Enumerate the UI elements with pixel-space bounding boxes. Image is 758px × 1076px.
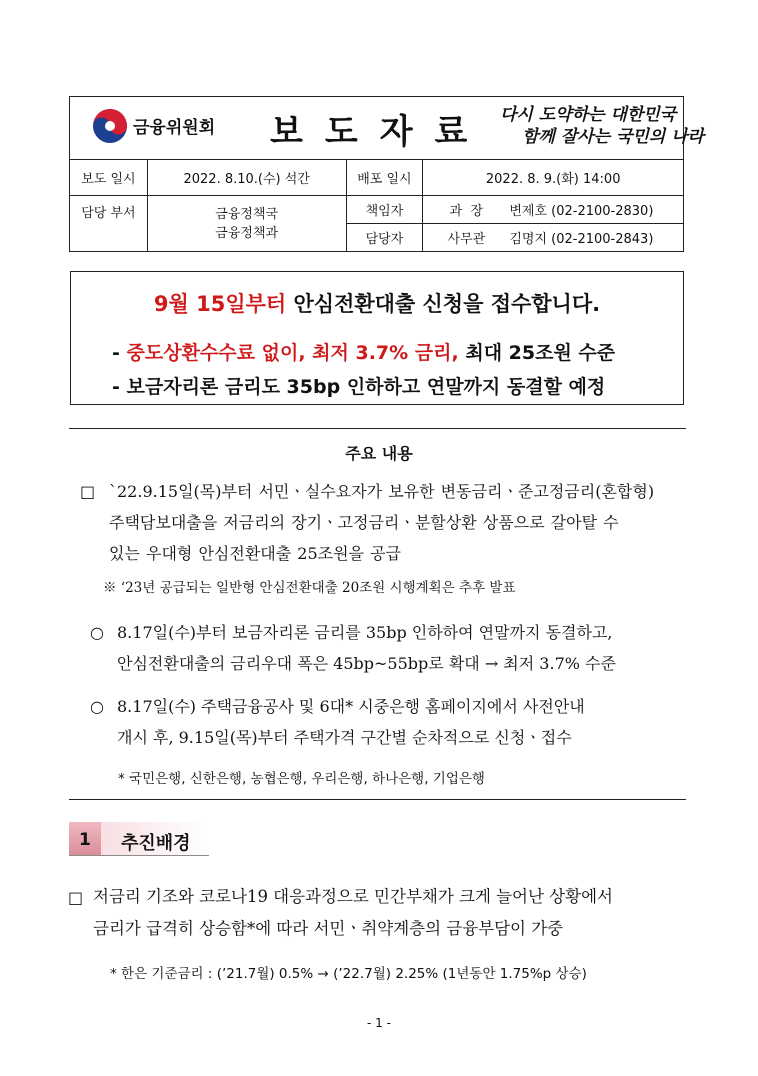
square-bullet-icon: □ xyxy=(80,482,96,501)
press-release-title: 보도자료 xyxy=(270,112,490,152)
summary-item-3-line-1: 8.17일(수) 주택금융공사 및 6대* 시중은행 홈페이지에서 사전안내 xyxy=(117,697,585,716)
summary-note-1: ※ ‘23년 공급되는 일반형 안심전환대출 20조원 시행계획은 추후 발표 xyxy=(103,580,516,596)
headline-main-highlight: 9월 15일부터 xyxy=(153,292,287,316)
section-1-note: * 한은 기준금리 : (’21.7월) 0.5% → (’22.7월) 2.25% (1년동안 1.75%p 상승) xyxy=(110,966,587,982)
dept-names xyxy=(147,196,346,252)
summary-bottom-rule xyxy=(69,799,686,800)
summary-item-2 xyxy=(117,617,616,679)
circle-bullet-icon: ○ xyxy=(90,697,104,716)
square-bullet-icon: □ xyxy=(68,888,84,907)
summary-item-2-line-2: 안심전환대출의 금리우대 폭은 45bp~55bp로 확대 → 최저 3.7% 수준 xyxy=(117,654,616,673)
release-date-value: 2022. 8.10.(수) 석간 xyxy=(147,160,346,196)
summary-item-1-line-1: `22.9.15일(목)부터 서민ㆍ실수요자가 보유한 변동금리ㆍ준고정금리(혼합형) xyxy=(109,482,655,501)
distribution-date-label: 배포 일시 xyxy=(346,160,423,196)
page-number: - 1 - xyxy=(367,1016,391,1030)
dept-label: 담당 부서 xyxy=(70,196,148,252)
headline-sub-1-rest: 최대 25조원 수준 xyxy=(458,342,616,364)
section-1-heading xyxy=(69,822,209,856)
fsc-emblem-icon xyxy=(92,108,128,144)
contact-1-title: 과 장 xyxy=(449,204,484,219)
summary-item-2-line-1: 8.17일(수)부터 보금자리론 금리를 35bp 인하하여 연말까지 동결하고, xyxy=(117,623,613,642)
section-1-paragraph-line-1: 저금리 기조와 코로나19 대응과정으로 민간부채가 크게 늘어난 상황에서 xyxy=(93,887,613,906)
headline-main-rest: 안심전환대출 신청을 접수합니다. xyxy=(286,292,601,316)
summary-item-1 xyxy=(109,476,654,569)
slogan-line-2: 함께 잘사는 국민의 나라 xyxy=(522,127,704,147)
section-1-title: 추진배경 xyxy=(121,833,191,854)
government-slogan xyxy=(500,104,704,148)
summary-top-rule xyxy=(69,428,686,429)
summary-item-3-line-2: 개시 후, 9.15일(목)부터 주택가격 구간별 순차적으로 신청ㆍ접수 xyxy=(117,728,572,747)
headline-sub-1-highlight: 중도상환수수료 없이, 최저 3.7% 금리, xyxy=(126,342,459,364)
section-1-paragraph-line-2: 금리가 급격히 상승함*에 따라 서민ㆍ취약계층의 금융부담이 가중 xyxy=(93,919,564,938)
headline-sub-1 xyxy=(112,338,615,365)
headline-main xyxy=(71,288,683,318)
contact-2 xyxy=(423,224,684,252)
dept-name-2: 금융정책과 xyxy=(215,225,279,241)
summary-item-1-line-3: 있는 우대형 안심전환대출 25조원을 공급 xyxy=(109,544,401,563)
headline-box xyxy=(70,271,684,405)
distribution-date-value: 2022. 8. 9.(화) 14:00 xyxy=(423,160,684,196)
role-1-label: 책임자 xyxy=(346,196,423,224)
contact-2-title: 사무관 xyxy=(447,232,486,247)
summary-item-3 xyxy=(117,691,585,753)
contact-2-name: 김명지 (02-2100-2843) xyxy=(509,232,654,247)
contact-1 xyxy=(423,196,684,224)
org-name: 금융위원회 xyxy=(133,118,216,138)
section-1-paragraph xyxy=(93,881,613,945)
release-date-label: 보도 일시 xyxy=(70,160,148,196)
summary-note-3: * 국민은행, 신한은행, 농협은행, 우리은행, 하나은행, 기업은행 xyxy=(118,771,485,787)
role-2-label: 담당자 xyxy=(346,224,423,252)
headline-sub-1-dash: - xyxy=(112,342,127,364)
headline-sub-2: - 보금자리론 금리도 35bp 인하하고 연말까지 동결할 예정 xyxy=(112,376,606,398)
section-1-number: 1 xyxy=(79,830,91,850)
slogan-line-1: 다시 도약하는 대한민국 xyxy=(500,105,677,125)
summary-title: 주요 내용 xyxy=(345,444,413,463)
contact-1-name: 변제호 (02-2100-2830) xyxy=(509,204,654,219)
dept-name-1: 금융정책국 xyxy=(215,206,279,222)
section-1-underline xyxy=(69,855,209,856)
summary-item-1-line-2: 주택담보대출을 저금리의 장기ㆍ고정금리ㆍ분할상환 상품으로 갈아탈 수 xyxy=(109,513,619,532)
circle-bullet-icon: ○ xyxy=(90,623,104,642)
